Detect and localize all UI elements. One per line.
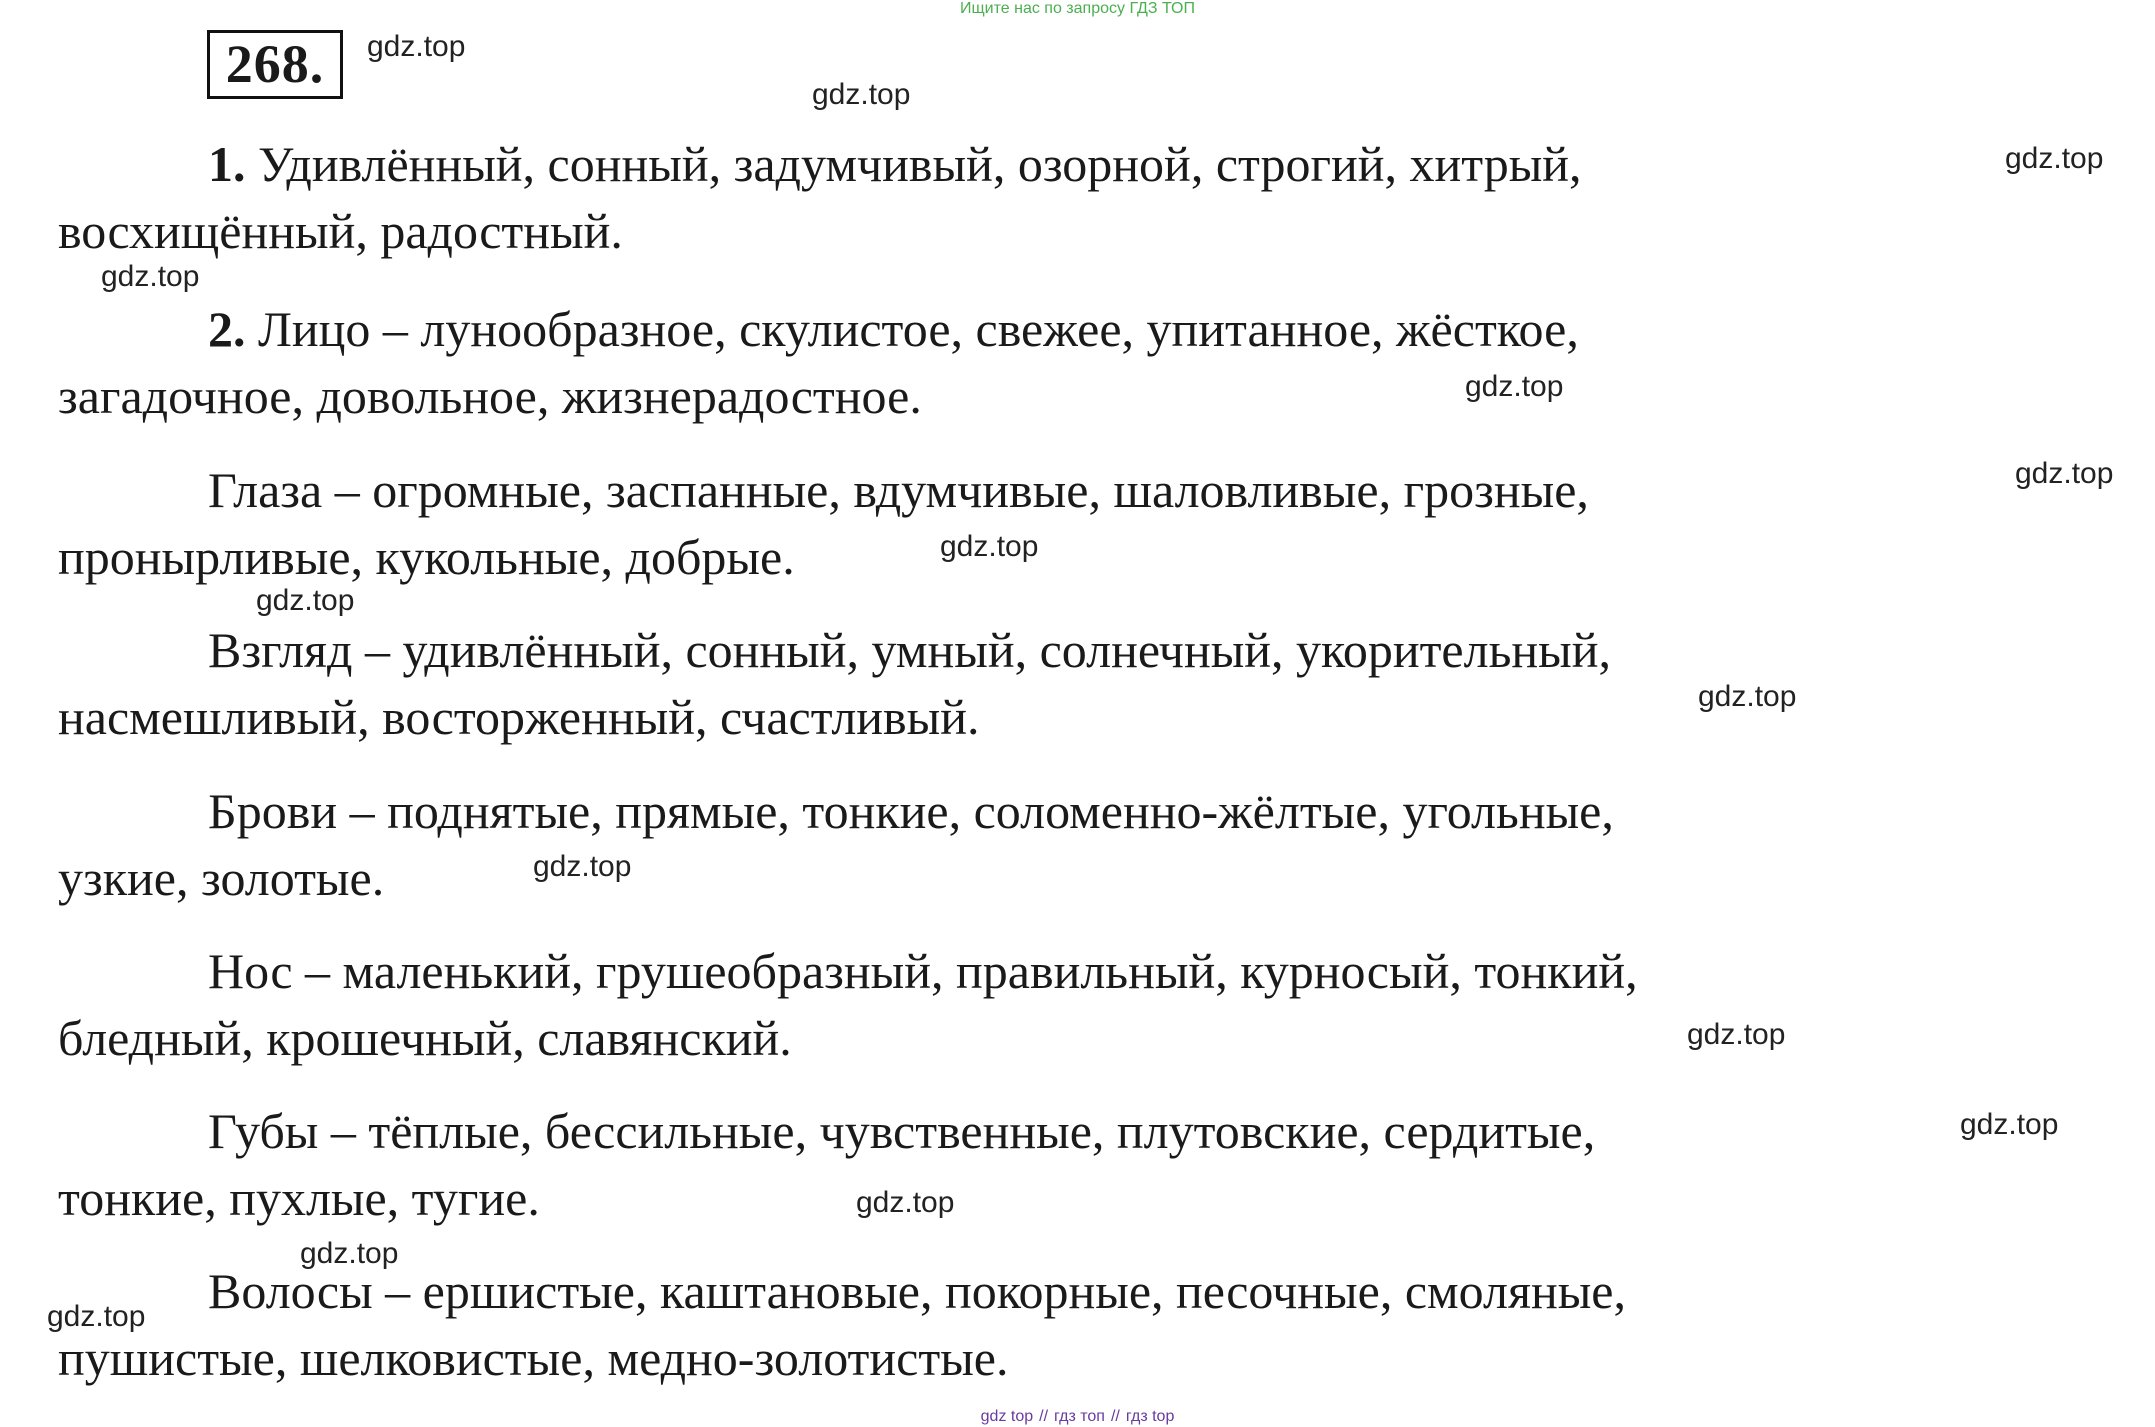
paragraph-line: восхищённый, радостный.: [58, 203, 623, 259]
footer-links: [0, 1408, 2155, 1426]
watermark: gdz.top: [300, 1237, 399, 1270]
top-banner: Ищите нас по запросу ГДЗ ТОП: [960, 0, 1195, 17]
watermark: gdz.top: [940, 530, 1039, 563]
paragraph-line: бледный, крошечный, славянский.: [58, 1010, 792, 1066]
paragraph-line: Глаза – огромные, заспанные, вдумчивые, шаловливые, грозные,: [208, 462, 1589, 518]
watermark: gdz.top: [2005, 142, 2104, 175]
task-number: 268: [225, 34, 310, 94]
paragraph-text: Удивлённый, сонный, задумчивый, озорной, строгий, хитрый,: [245, 136, 1582, 192]
paragraph-line: узкие, золотые.: [58, 850, 385, 906]
paragraph-line: Губы – тёплые, бессильные, чувственные, плутовские, сердитые,: [208, 1103, 1596, 1159]
paragraph-line: насмешливый, восторженный, счастливый.: [58, 689, 980, 745]
paragraph-line: Нос – маленький, грушеобразный, правильный, курносый, тонкий,: [208, 943, 1638, 999]
watermark: gdz.top: [533, 850, 632, 883]
watermark: gdz.top: [1687, 1018, 1786, 1051]
watermark: gdz.top: [367, 30, 466, 63]
paragraph-line: загадочное, довольное, жизнерадостное.: [58, 368, 922, 424]
watermark: gdz.top: [812, 78, 911, 111]
footer-link[interactable]: гдз топ: [1054, 1408, 1105, 1425]
paragraph-line: пронырливые, кукольные, добрые.: [58, 529, 795, 585]
paragraph-line: Взгляд – удивлённый, сонный, умный, солнечный, укорительный,: [208, 622, 1611, 678]
paragraph-line: Волосы – ершистые, каштановые, покорные, песочные, смоляные,: [208, 1263, 1626, 1319]
paragraph-line: [208, 300, 1579, 358]
paragraph-line: Брови – поднятые, прямые, тонкие, соломенно-жёлтые, угольные,: [208, 783, 1614, 839]
footer-link[interactable]: gdz top: [980, 1408, 1034, 1425]
paragraph-line: [208, 135, 1582, 193]
paragraph-number: 2.: [208, 301, 246, 357]
watermark: gdz.top: [1960, 1108, 2059, 1141]
watermark: gdz.top: [856, 1186, 955, 1219]
paragraph-text: Лицо – лунообразное, скулистое, свежее, упитанное, жёсткое,: [245, 301, 1579, 357]
watermark: gdz.top: [2015, 457, 2114, 490]
task-number-box: [207, 30, 343, 99]
watermark: gdz.top: [256, 584, 355, 617]
watermark: gdz.top: [101, 260, 200, 293]
watermark: gdz.top: [1465, 370, 1564, 403]
footer-link[interactable]: гдз top: [1125, 1408, 1175, 1425]
paragraph-number: 1.: [208, 136, 246, 192]
task-number-dot: .: [309, 34, 325, 94]
paragraph-line: пушистые, шелковистые, медно-золотистые.: [58, 1330, 1009, 1386]
watermark: gdz.top: [47, 1300, 146, 1333]
footer-separator: //: [1110, 1408, 1120, 1425]
watermark: gdz.top: [1698, 680, 1797, 713]
footer-separator: //: [1039, 1408, 1049, 1425]
paragraph-line: тонкие, пухлые, тугие.: [58, 1170, 540, 1226]
